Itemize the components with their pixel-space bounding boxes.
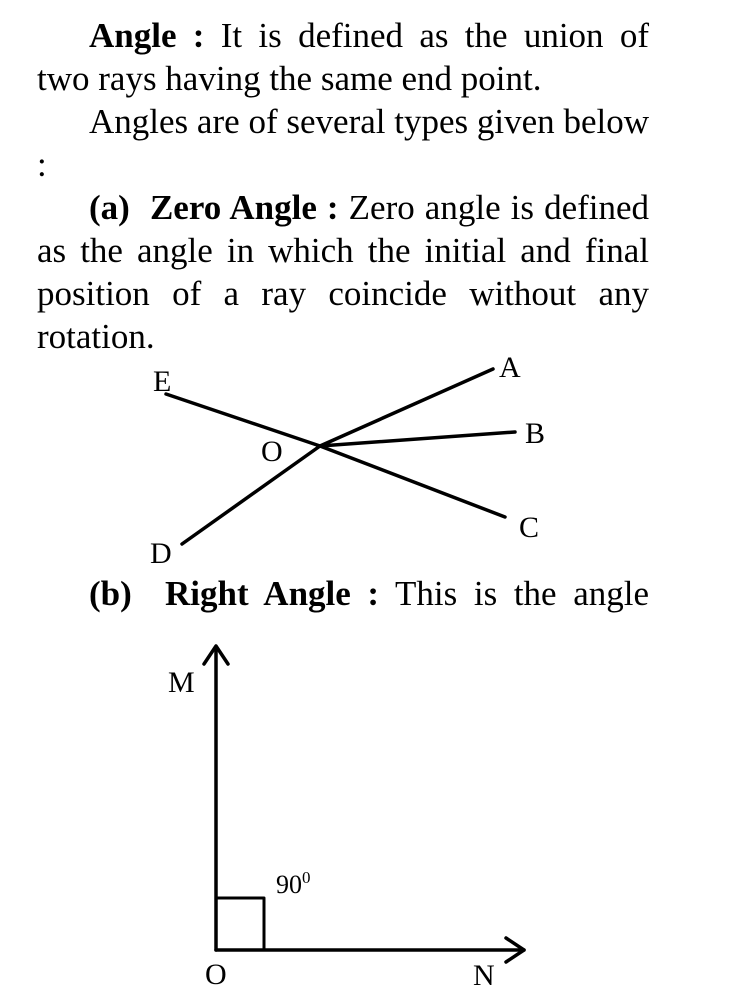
label-e: E bbox=[153, 365, 172, 398]
label-n: N bbox=[473, 959, 495, 992]
ray-oc bbox=[320, 446, 505, 517]
label-o: O bbox=[261, 435, 283, 468]
angle-value: 90 bbox=[276, 870, 302, 899]
right-angle-marker bbox=[216, 898, 264, 950]
zero-angle-text: Zero angle is defined as the angle in which the initial and final position of a ray coincide without any rotation. bbox=[37, 188, 650, 356]
ray-oe bbox=[166, 394, 320, 446]
zero-angle-marker: (a) bbox=[89, 188, 130, 227]
ray-od bbox=[182, 446, 320, 544]
right-angle-term: Right Angle : bbox=[165, 574, 380, 613]
right-angle-text: This is the angle bbox=[395, 574, 649, 613]
label-m: M bbox=[168, 666, 195, 699]
label-c: C bbox=[519, 511, 540, 544]
zero-angle-term: Zero Angle : bbox=[149, 188, 339, 227]
right-angle-definition bbox=[89, 572, 649, 615]
label-d: D bbox=[150, 537, 172, 570]
angle-90-label bbox=[276, 868, 311, 899]
angle-degree-sup: 0 bbox=[302, 868, 311, 887]
types-intro: Angles are of several types given below : bbox=[37, 102, 649, 184]
label-b: B bbox=[525, 417, 546, 450]
angle-definition-text: It is defined as the union of two rays having the same end point. bbox=[37, 16, 649, 98]
label-o-right: O bbox=[205, 958, 227, 991]
right-angle-marker-text: (b) bbox=[89, 574, 132, 613]
angle-term: Angle : bbox=[89, 16, 205, 55]
label-a: A bbox=[499, 351, 521, 384]
